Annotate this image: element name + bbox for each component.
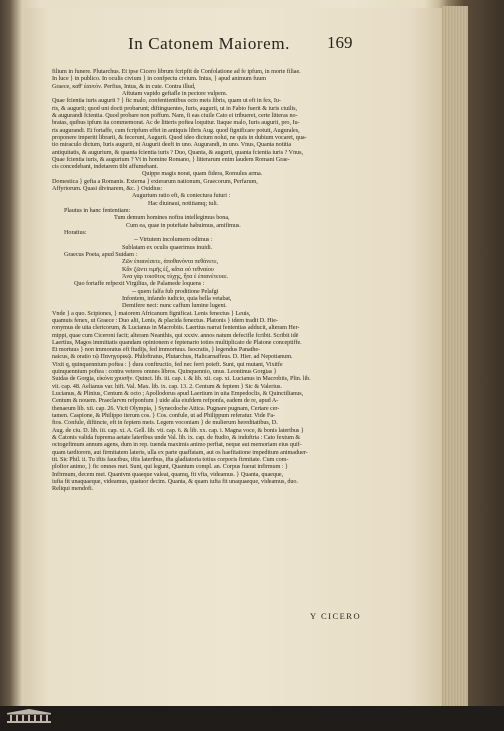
text-line bbox=[52, 310, 436, 317]
text-line-content: Cum ea, quae in poteftate habuimus, amifimus. bbox=[126, 221, 241, 229]
text-line-content: Aftutam vapido geftafle in pectore vulpem. bbox=[122, 89, 228, 97]
text-line-content: Suidas de Gorgia, εἰκόνα χρυσῆν. Quinct. lib. iii. cap. i. & lib. xii. cap. xi. Lucianus in Macrobiis, Plin. lib. bbox=[52, 375, 311, 383]
text-line-content: In luce } in publico. In oculis civium } in confpectu civium. Intus, } apud animum fuum bbox=[52, 75, 267, 83]
text-line-content: Graecus Poeta, apud Suidam : bbox=[64, 251, 138, 258]
text-line-content: -- Virtutem incolumem odimus : bbox=[134, 236, 213, 244]
text-line-content: Infontem, infando iudicio, quia bella vetabat, bbox=[122, 294, 232, 302]
text-line-content: Augurium ratio eft, & coniectura futuri : bbox=[132, 192, 231, 200]
text-line-content: Sublatam ex oculis quaerimus inuidi. bbox=[122, 243, 213, 251]
text-line bbox=[52, 405, 436, 412]
text-line-content: Ἀνα γὰρ τοιοῦτος τύχῃς, ἦτα ἐ ἐπαινέτευεε. bbox=[122, 272, 229, 280]
text-line-content: -- quem falfa fub proditione Pelafgi bbox=[132, 287, 219, 295]
text-line bbox=[52, 127, 436, 134]
text-line-content: Lucianus, & Plinius, Centum & octo ; Apollodorus apud Laertium in uita Empedoclis, & Quinctilianus, bbox=[52, 390, 304, 398]
text-line bbox=[52, 485, 436, 492]
text-line-content: iufta fit unaquaeque, videamus, quatuor decim. Quanta, & quam iufta fit unaquaeque, videamus, duo. bbox=[52, 477, 298, 485]
text-line bbox=[52, 434, 436, 441]
text-line-content: quamuis fenex, ut Graece : Duo alii, Lenis, & placida fenectus. Platonis } idem tradit D. Hie- bbox=[52, 316, 278, 324]
text-line-content: Horatius: bbox=[64, 229, 87, 237]
text-line bbox=[52, 456, 436, 463]
text-line bbox=[52, 361, 436, 368]
page-number: 169 bbox=[327, 33, 353, 52]
text-line bbox=[52, 317, 436, 324]
catchword: Y CICERO bbox=[310, 611, 362, 621]
page-edge-stack bbox=[442, 6, 468, 706]
text-line-content: tamen. Caspione, & Philippo iterum cos. } Cos. confule, ut ad Philippum referatur. Vide Fa- bbox=[52, 412, 276, 420]
text-line bbox=[134, 236, 436, 243]
text-line bbox=[52, 141, 436, 148]
text-line-content: Vnde } a quo. Scipiones, } maiorem Africanum fignificat. Lenis fenectus } Leuis, bbox=[52, 309, 251, 317]
text-line-content: Laertius, Magos immittatis quandam opinionem e feptenario toties multiplicato de Platone conceptiffe. bbox=[52, 338, 302, 346]
text-line-content: & Catonis valida fuprema aetate lateribus unde Val. lib. ix. cap. de ftudio, & induftria : Cato fextum & bbox=[52, 434, 301, 441]
text-line-content: tit. Sic Phil. ii. Tu iftis faucibus, iftis lateribus, ifta gladiatoria totius corporis firmitate. Cum com- bbox=[52, 455, 289, 463]
text-line bbox=[122, 302, 436, 309]
text-line bbox=[142, 170, 436, 177]
text-line bbox=[52, 412, 436, 419]
text-line-content: Quo fortaffe refpexit Virgilius, de Palamede loquens : bbox=[74, 280, 205, 288]
text-line bbox=[52, 149, 436, 156]
text-line-content: Κἂν ζῶντι τιμῆς ἐξ, κἄτα οὐ τεθναίου bbox=[122, 265, 214, 273]
text-line-content: quinquennium poftea : contra veteres omnes libros. Quinquennio, unus. Leontinus Gorgias } bbox=[52, 368, 277, 376]
page-title: In Catonem Maiorem. bbox=[128, 34, 291, 53]
text-line-content: & augurandi fcientia. Quod probare non poffum. Nam, fi eas ciuile Cato ei tribueret, certe litteras no- bbox=[52, 111, 298, 119]
text-line-content: ris augurandi. Et fortaffe, cum fcripfum effet in antiquis libris Aug. quod fignificare potuit, Augurales, bbox=[52, 126, 300, 134]
text-line bbox=[132, 192, 436, 199]
text-line bbox=[148, 200, 436, 207]
text-line bbox=[52, 68, 436, 75]
text-line bbox=[126, 222, 436, 229]
text-line bbox=[122, 266, 436, 273]
text-line bbox=[52, 471, 436, 478]
text-line bbox=[52, 353, 436, 360]
text-line bbox=[52, 346, 436, 353]
text-line-content: quam tardiorem, aut firmitatem lateris, ulla ex parte quaffatam, aut os haefitatione impeditum animaduer- bbox=[52, 448, 308, 456]
text-line-content: Centum & nouem. Praeclarvm refponfum } uide alia eiufdem refponfa, eadem de re, apud A- bbox=[52, 397, 279, 405]
text-line-content: plofior animo, } fic omnes mei. Sunt, qui legunt, Quantum compl. an. Corpus fuerat infirmum : } bbox=[52, 463, 288, 471]
text-line-content: Vixit q, quinquennium poftea : } dura conftructio, fed nec ferri poteft. Sunt, qui mutant, Vixitfe bbox=[52, 360, 283, 368]
text-line-content: Graece, καθ' ἑαυτόν. Perfius, Intus, & in cute. Contra illud, bbox=[52, 82, 196, 90]
text-line-content: Ζῶν ἐπαινέσετε, ἀποθανόντα πεθάνετε, bbox=[122, 258, 219, 266]
text-line bbox=[52, 339, 436, 346]
text-line bbox=[74, 280, 436, 287]
text-line bbox=[52, 97, 436, 104]
text-line bbox=[64, 229, 436, 236]
text-line bbox=[52, 75, 436, 82]
text-line-content: antiquitatis, & augurium, & quanta fcientia iuris ? Duo, Quanta, & augurii, quanta fcientia iuris ? Vnus, bbox=[52, 148, 304, 156]
viewer-footer bbox=[0, 706, 504, 731]
text-line-content: Quippe magis norat, quam fidera, Romulus arma. bbox=[142, 170, 263, 178]
text-line bbox=[52, 119, 436, 126]
text-line-content: Domestica } gefta a Romanis. Externa } exterarum nationum, Graecorum, Perfarum, bbox=[52, 177, 258, 185]
text-line bbox=[52, 185, 436, 192]
text-line-content: Tum demum homines noftra intellegimus bona, bbox=[114, 214, 230, 222]
text-line-content: naicus, & oratio τῷ Πανηγυρικῷ. Philoftratus, Plutarchus, Halicarnaffeus. D. Hier. ad Nepotianum. bbox=[52, 353, 293, 361]
text-line bbox=[52, 478, 436, 485]
text-line bbox=[52, 449, 436, 456]
text-line bbox=[52, 397, 436, 404]
text-line-content: Plautus in hanc fententiam: bbox=[64, 207, 131, 215]
text-line bbox=[52, 383, 436, 390]
text-line-content: proponere imperiti librarii, & fecerunt, Augurii. Quod ideo dictum nolui, ne quis in dubium vocaret, qua- bbox=[52, 133, 307, 141]
text-line bbox=[52, 105, 436, 112]
text-line-content: bratas, quibus ipfum ita commemorat. Ac de litteris poftea loquitur. Itaque malo, Iuris augurii, pro, Iu- bbox=[52, 119, 300, 127]
text-line bbox=[52, 332, 436, 339]
text-line bbox=[52, 83, 436, 90]
text-line bbox=[52, 112, 436, 119]
library-building-icon bbox=[6, 708, 52, 729]
text-line bbox=[122, 244, 436, 251]
text-line bbox=[122, 295, 436, 302]
text-line bbox=[52, 427, 436, 434]
text-line-content: mippi, quae cum Ciceroni facit; alteram Neanthis, qui xxxiv. annos natum defecifle fcribit. Scribit idē bbox=[52, 331, 299, 339]
text-line bbox=[52, 463, 436, 470]
text-line-content: tio miraculo dictum, Iuris augurii, ni Augurii deeft in uno. Augurandi, in uno. Vnus, Quanta notitia bbox=[52, 141, 292, 149]
text-line bbox=[52, 390, 436, 397]
text-line-content: thenaeum lib. xii. cap. 26. Vicit Olympia, } Synecdoche Attica. Pugnare pugnam, Certare cer- bbox=[52, 404, 280, 412]
text-line bbox=[122, 273, 436, 280]
text-line bbox=[52, 441, 436, 448]
text-line bbox=[122, 90, 436, 97]
text-line-content: Quae fcientia iuris, & augurium ? Vt in homine Romano, } litterarum enim laudem Romani Grae- bbox=[52, 155, 290, 163]
text-line-content: Aug. de ciu. D. lib. iii. cap. xi. A. Gell. lib. vii. cap. 6. & lib. xx. cap. i. Magna voce, & bonis lateribus } bbox=[52, 426, 304, 434]
text-line bbox=[52, 324, 436, 331]
text-line-content: Infirmum, decem mei. Quantvm quaeque valeat, quamq, fit vfta, videamus. } Quanta, quaeque, bbox=[52, 470, 284, 478]
text-line-content: Demifere neci: nunc caffum lumine lugent. bbox=[122, 302, 227, 310]
text-line bbox=[52, 368, 436, 375]
text-line bbox=[52, 178, 436, 185]
text-line bbox=[114, 214, 436, 221]
text-line-content: Reliqui mendofi. bbox=[52, 485, 94, 493]
text-line bbox=[122, 258, 436, 265]
text-line bbox=[52, 163, 436, 170]
text-line-content: Quae fcientia iuris augurii ? } fic malo, confentientibus octo meis libris, quam ut eft in fex, Iu- bbox=[52, 97, 281, 105]
text-line-content: ronymus de uita clericorum, & Lucianus in Macrobiis. Laertius narrat fententias adducit, alteram Her- bbox=[52, 324, 300, 332]
text-line-content: Affyriorum. Quasi divinarem, &c. } Ouidius: bbox=[52, 185, 163, 193]
text-line bbox=[52, 156, 436, 163]
text-line-content: Hac diuinaui, notitiamq; tuli. bbox=[148, 199, 219, 207]
text-line-content: cis concedebant, indetarem tibi affumebant. bbox=[52, 163, 158, 171]
book-page bbox=[24, 8, 442, 706]
text-line bbox=[64, 251, 436, 258]
text-line bbox=[52, 375, 436, 382]
text-line bbox=[52, 134, 436, 141]
text-line-content: ftos. Confule, diftincte, eft in feptem meis. Legem voconiam } de mulierum hereditatibus, D. bbox=[52, 419, 278, 427]
text-line bbox=[52, 419, 436, 426]
text-line bbox=[132, 288, 436, 295]
text-line-content: Et mortuus } non immoratus eft ftudijs, fed immortuus. Isocratis, } legendus Panathe- bbox=[52, 346, 261, 354]
text-line-content: vii. cap. 48. Aelianus var. hift. Val. Max. lib. ix. cap. 13. 2. Centum & feptem } Sic & Valerius. bbox=[52, 382, 282, 390]
text-line-content: filium in funere. Plutarchus. Et ipse Cicero librum fcripfit de Confolatione ad fe ipfum, in morte filiae. bbox=[52, 68, 301, 75]
text-line bbox=[64, 207, 436, 214]
text-line-content: octogefimum annum agens, dum in rep. tuenda maximis animo perftat, neque aut memoriam eius quif- bbox=[52, 441, 302, 449]
text-line-content: ris, & augurii; quod uni docti probarunt; diftinguentes, Iuris, augurii, ut in Fabio fuerit & iuris ciuilis, bbox=[52, 104, 297, 112]
